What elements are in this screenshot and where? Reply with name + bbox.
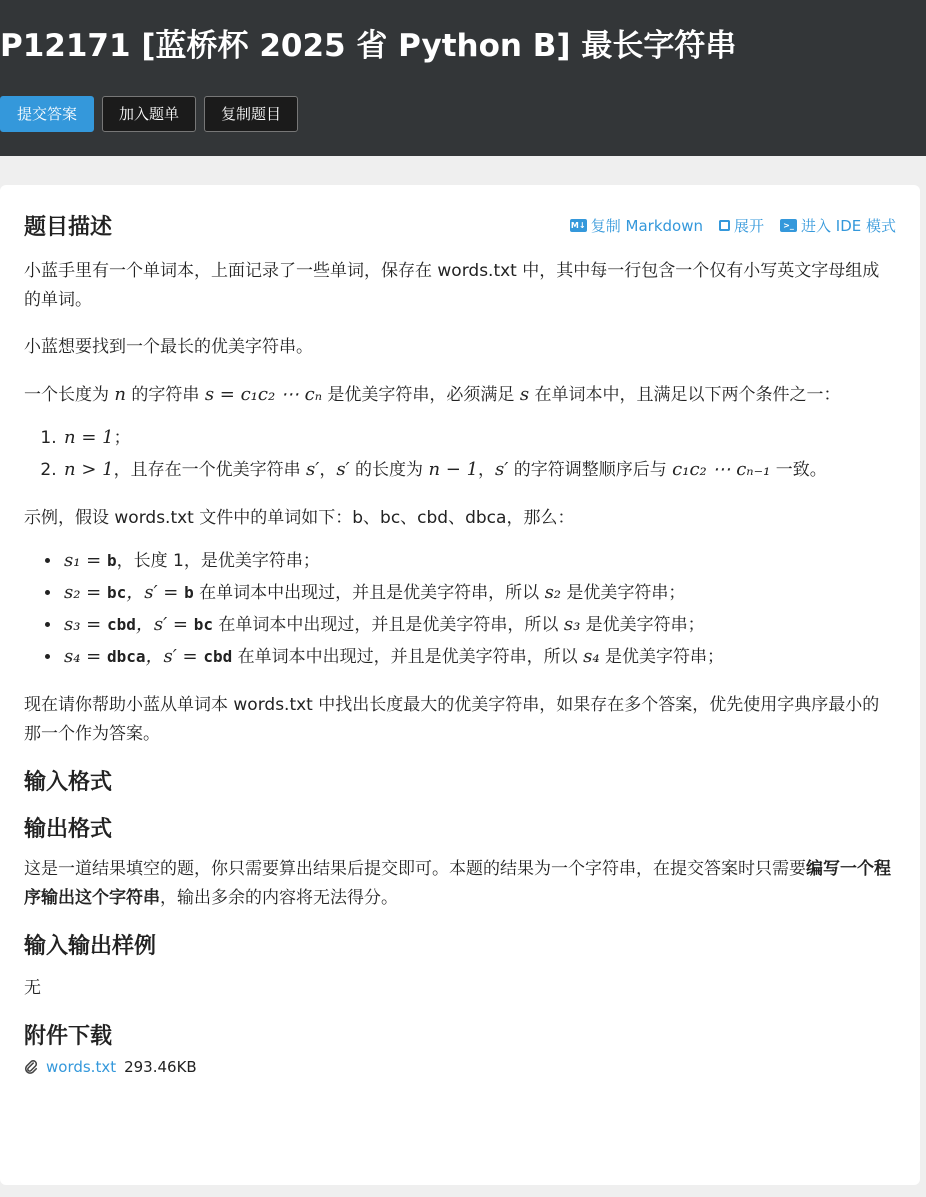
action-bar [0, 96, 926, 132]
copy-problem-button[interactable]: 复制题目 [204, 96, 298, 132]
math-string-def: s = c₁c₂ ⋯ cₙ [204, 384, 322, 405]
expand-link[interactable] [719, 215, 764, 236]
description-paragraph-1: 小蓝手里有一个单词本，上面记录了一些单词，保存在 words.txt 中，其中每一行包含一个仅有小写英文字母组成的单词。 [24, 261, 880, 310]
expand-icon [719, 220, 730, 231]
submit-answer-button[interactable]: 提交答案 [0, 96, 94, 132]
output-format-heading: 输出格式 [24, 817, 113, 842]
conditions-list [24, 422, 896, 486]
paperclip-icon [24, 1060, 38, 1074]
samples-heading: 输入输出样例 [24, 934, 157, 959]
input-format-heading: 输入格式 [24, 770, 113, 795]
list-item: 2. n > 1，且存在一个优美字符串 s′，s′ 的长度为 n − 1，s′ 的字符调整顺序后与 c₁c₂ ⋯ cₙ₋₁ 一致。 [62, 454, 896, 486]
expand-label: 展开 [733, 216, 764, 235]
attachment-size: 293.46KB [124, 1058, 197, 1076]
list-item: • s₄ = dbca，s′ = cbd 在单词本中出现过，并且是优美字符串，所以 s₄ 是优美字符串； [62, 641, 896, 673]
description-heading: 题目描述 [24, 214, 113, 240]
math-s: s [519, 384, 530, 405]
description-paragraph-3: 一个长度为 n 的字符串 s = c₁c₂ ⋯ cₙ 是优美字符串，必须满足 s 在单词本中，且满足以下两个条件之一： [24, 384, 841, 405]
toolbar [570, 215, 896, 236]
math-n: n [114, 384, 126, 405]
description-paragraph-final: 现在请你帮助小蓝从单词本 words.txt 中找出长度最大的优美字符串，如果存在多个答案，优先使用字典序最小的那一个作为答案。 [24, 695, 880, 744]
examples-list [24, 545, 896, 673]
list-item: • s₂ = bc，s′ = b 在单词本中出现过，并且是优美字符串，所以 s₂ 是优美字符串； [62, 577, 896, 609]
markdown-icon: M↓ [570, 220, 586, 230]
attachments-heading: 附件下载 [24, 1024, 113, 1049]
copy-markdown-link[interactable] [570, 215, 703, 236]
ide-mode-label: 进入 IDE 模式 [801, 216, 896, 235]
terminal-icon: >_ [780, 219, 797, 232]
list-item: • s₃ = cbd，s′ = bc 在单词本中出现过，并且是优美字符串，所以 s₃ 是优美字符串； [62, 609, 896, 641]
example-intro: 示例，假设 words.txt 文件中的单词如下：b、bc、cbd、dbca，那么： [24, 508, 575, 528]
list-item: 1. n = 1； [62, 422, 896, 454]
attachment-item [24, 1058, 896, 1076]
ide-mode-link[interactable] [780, 215, 896, 236]
attachment-link[interactable]: words.txt [46, 1058, 117, 1076]
description-paragraph-2: 小蓝想要找到一个最长的优美字符串。 [24, 337, 313, 357]
description-header [24, 207, 896, 243]
samples-value: 无 [24, 978, 41, 998]
copy-markdown-label: 复制 Markdown [590, 216, 703, 235]
problem-header [0, 0, 926, 156]
page-title: P12171 [蓝桥杯 2025 省 Python B] 最长字符串 [0, 28, 737, 64]
problem-card [0, 185, 920, 1185]
add-to-list-button[interactable]: 加入题单 [102, 96, 196, 132]
list-item: • s₁ = b，长度 1，是优美字符串； [62, 545, 896, 577]
output-format-text: 这是一道结果填空的题，你只需要算出结果后提交即可。本题的结果为一个字符串，在提交答案时只需要编写一个程序输出这个字符串，输出多余的内容将无法得分。 [24, 859, 891, 908]
